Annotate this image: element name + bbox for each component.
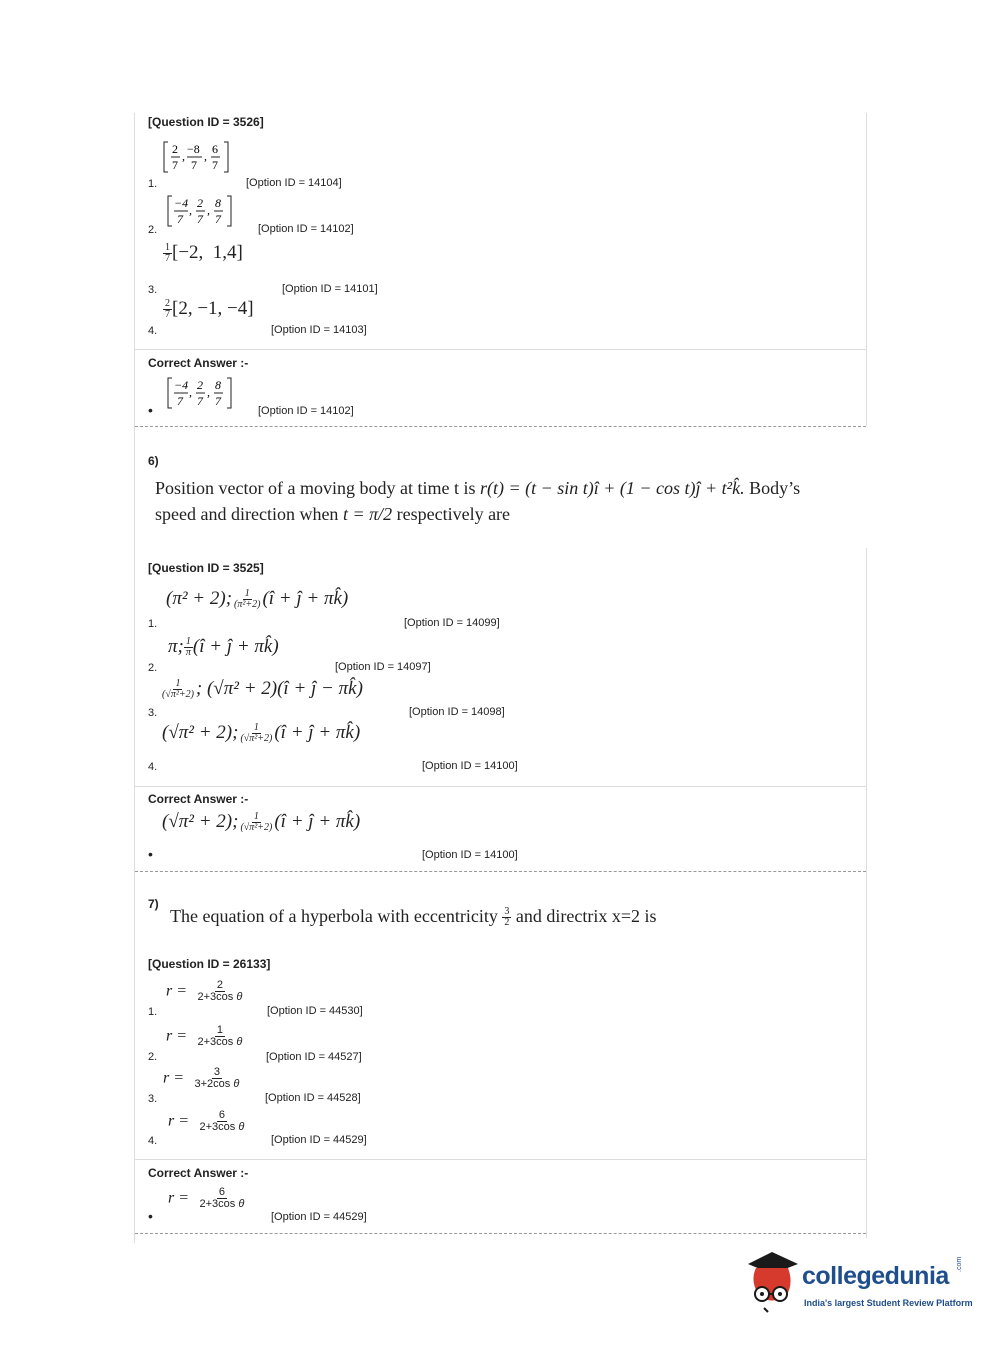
divider (135, 1159, 866, 1160)
mascot-icon (742, 1250, 802, 1314)
q6-option-2-id: [Option ID = 14097] (335, 661, 431, 673)
page-border-left (134, 113, 135, 1243)
q7-option-1-math: r = $\frac{2}{\text{2+3cos θ}}$ (166, 979, 243, 1003)
svg-text:8: 8 (215, 196, 221, 210)
divider (135, 349, 866, 350)
q6-text-line-1 (155, 478, 800, 499)
q7-option-3-math: r = $\frac{3}{\text{3+2cos θ}}$ (163, 1066, 240, 1090)
bullet: • (148, 846, 153, 862)
question-id-26133: [Question ID = 26133] (148, 957, 271, 971)
q7-correct-id: [Option ID = 44529] (271, 1211, 367, 1223)
question-id-3526: [Question ID = 3526] (148, 115, 264, 129)
q5-option-4-number: 4. (148, 325, 158, 337)
q5-option-2-id: [Option ID = 14102] (258, 223, 354, 235)
q7-text-a: The equation of a hyperbola with eccentricity (170, 906, 498, 926)
q7-text (170, 906, 657, 928)
q6-text-e: respectively are (396, 504, 511, 524)
svg-text:7: 7 (177, 394, 183, 408)
q7-option-2-math: r = $\frac{1}{\text{2+3cos θ}}$ (166, 1024, 243, 1048)
question-number-7: 7) (148, 897, 159, 911)
q5-option-3-number: 3. (148, 284, 158, 296)
q6-option-1-number: 1. (148, 618, 158, 630)
brand-tld: .com (956, 1256, 963, 1272)
matrix-bracket-expression (166, 194, 236, 228)
q5-option-2-number: 2. (148, 224, 158, 236)
q5-option-3-id: [Option ID = 14101] (282, 283, 378, 295)
q6-text-line-2 (155, 504, 510, 525)
svg-text:7: 7 (197, 394, 203, 408)
question-separator (135, 871, 866, 872)
q6-option-2-number: 2. (148, 662, 158, 674)
svg-text:−4: −4 (174, 196, 189, 210)
q6-correct-id: [Option ID = 14100] (422, 849, 518, 861)
q6-option-3-id: [Option ID = 14098] (409, 706, 505, 718)
svg-text:8: 8 (215, 378, 221, 392)
q5-correct-math (166, 376, 236, 416)
q5-option-4-id: [Option ID = 14103] (271, 324, 367, 336)
q6-position-vector: r(t) = (t − sin t)î + (1 − cos t)ĵ + t²k̂. (479, 478, 745, 498)
question-id-3525: [Question ID = 3525] (148, 561, 264, 575)
q6-option-4-math: (√π² + 2); $\frac{1}{\text{(√π²+2)}}$ (î + ĵ + πk̂) (162, 722, 361, 745)
matrix-bracket-expression (162, 140, 232, 174)
correct-answer-label: Correct Answer :- (148, 1166, 249, 1180)
svg-text:2: 2 (197, 196, 203, 210)
question-separator (135, 1233, 866, 1234)
q6-option-3-math: $\frac{1}{\text{(√π²+2)}}$ ; (√π² + 2)(î + ĵ − πk̂) (162, 678, 363, 701)
q5-option-2-math (166, 194, 236, 234)
svg-text:6: 6 (212, 142, 218, 156)
q6-correct-math: (√π² + 2); $\frac{1}{\text{(√π²+2)}}$ (î + ĵ + πk̂) (162, 811, 361, 834)
q7-option-3-id: [Option ID = 44528] (265, 1092, 361, 1104)
question-number-6: 6) (148, 454, 159, 468)
svg-text:,: , (189, 203, 192, 217)
bullet: • (148, 402, 153, 418)
svg-text:7: 7 (212, 158, 218, 172)
svg-text:7: 7 (172, 158, 178, 172)
q5-option-1-math (162, 140, 232, 180)
q6-time-value: t = π/2 (342, 504, 393, 524)
matrix-bracket-expression (166, 376, 236, 410)
page-border-right-bottom (866, 548, 867, 1238)
q7-option-3-number: 3. (148, 1093, 158, 1105)
q7-option-1-id: [Option ID = 44530] (267, 1005, 363, 1017)
correct-answer-label: Correct Answer :- (148, 792, 249, 806)
q6-text-a: Position vector of a moving body at time t is (155, 478, 476, 498)
divider (135, 786, 866, 787)
question-separator (135, 426, 866, 427)
svg-text:−8: −8 (187, 142, 200, 156)
svg-text:7: 7 (177, 212, 183, 226)
svg-text:−4: −4 (174, 378, 189, 392)
q6-text-d: speed and direction when (155, 504, 339, 524)
q7-option-4-id: [Option ID = 44529] (271, 1134, 367, 1146)
q5-correct-id: [Option ID = 14102] (258, 405, 354, 417)
q6-option-4-id: [Option ID = 14100] (422, 760, 518, 772)
q7-text-c: and directrix x=2 is (515, 906, 657, 926)
q6-option-1-math: (π² + 2); $\frac{1}{\text{(π²+2)}}$ (î + ĵ + πk̂) (166, 588, 349, 611)
svg-text:,: , (207, 385, 210, 399)
brand-tagline: India's largest Student Review Platform (804, 1298, 973, 1308)
q6-option-2-math: π; $\frac{1}{\pi}$ (î + ĵ + πk̂) (168, 636, 279, 659)
correct-answer-label: Correct Answer :- (148, 356, 249, 370)
q7-option-2-id: [Option ID = 44527] (266, 1051, 362, 1063)
svg-text:,: , (182, 149, 185, 163)
q7-option-4-number: 4. (148, 1135, 158, 1147)
q5-option-1-number: 1. (148, 178, 158, 190)
svg-text:2: 2 (197, 378, 203, 392)
q6-text-c: Body’s (749, 478, 801, 498)
svg-text:7: 7 (215, 394, 221, 408)
collegedunia-logo[interactable] (742, 1250, 972, 1320)
q7-option-1-number: 1. (148, 1006, 158, 1018)
svg-text:,: , (204, 149, 207, 163)
svg-text:,: , (189, 385, 192, 399)
svg-text:7: 7 (197, 212, 203, 226)
brand-name: collegedunia (802, 1262, 949, 1290)
q7-option-2-number: 2. (148, 1051, 158, 1063)
svg-text:2: 2 (172, 142, 178, 156)
q7-correct-math: r = $\frac{6}{\text{2+3cos θ}}$ (168, 1186, 245, 1210)
q6-option-1-id: [Option ID = 14099] (404, 617, 500, 629)
q6-option-4-number: 4. (148, 761, 158, 773)
q7-eccentricity: $\frac{3}{2}$ (504, 906, 510, 929)
svg-text:7: 7 (191, 158, 197, 172)
q5-option-1-id: [Option ID = 14104] (246, 177, 342, 189)
page-border-right-top (866, 113, 867, 426)
q5-option-3-math: $\frac{1}{7}$ [−2, 1,4] (165, 242, 243, 265)
svg-text:7: 7 (215, 212, 221, 226)
q6-option-3-number: 3. (148, 707, 158, 719)
svg-text:,: , (207, 203, 210, 217)
q7-option-4-math: r = $\frac{6}{\text{2+3cos θ}}$ (168, 1109, 245, 1133)
q5-option-4-math: $\frac{2}{7}$ [2, −1, −4] (165, 298, 254, 321)
bullet: • (148, 1208, 153, 1224)
